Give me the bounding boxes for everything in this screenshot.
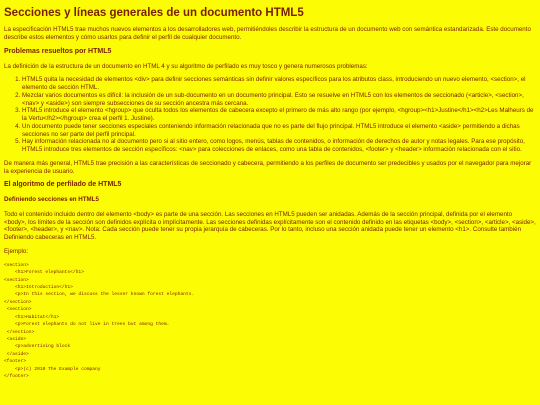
problems-heading: Problemas resueltos por HTML5 — [4, 47, 112, 55]
page-title: Secciones y líneas generales de un documento HTML5 — [4, 7, 304, 19]
problems-conclusion: De manera más general, HTML5 trae precisión a las características de seccionado y cabecera, permitiendo a los perfiles de documento ser predecibles y usados por el navegador para mejorar la experiencia de usuario. — [4, 159, 532, 175]
problems-list — [4, 76, 536, 154]
problem-item: 3. HTML5 introduce el elemento <hgroup> que oculta todos los elementos de cabecera excepto el primero de más alto rango (por ejemplo, <hgroup><h1>Justine</h1><h2>Les Malheurs de la Vertu</h2></hgroup> crea el perfil 1. Justine). — [22, 107, 536, 123]
code-example: <section> <h1>Forest elephants</h1> <section> <h1>Introduction</h1> <p>In this section, we discuss the lesser known forest elephants. </section> <section> <h1>Habitat</h1> <p>Forest elephants do not live in trees but among them. </section> <aside> <p>advertising block </aside> <footer> <p>(c) 2010 The Example company </footer> — [4, 262, 195, 380]
problem-item: 5. Hay información relacionada no al documento pero si al sitio entero, como logos, menús, tablas de contenidos, o información de derechos de autor y notas legales. Para ese propósito, HTML5 introduce tres elementos de sección específicos: <nav> para colecciones de enlaces, como una tabla de contenidos, <footer> y <header> información relacionada con el sitio. — [22, 138, 536, 154]
problem-item: 4. Un documento puede tener secciones especiales conteniendo información relacionada que no es parte del flujo principal. HTML5 introduce el elemento <aside> permitiendo a dichas secciones no ser parte del perfil principal. — [22, 123, 536, 139]
sections-subheading: Definiendo secciones en HTML5 — [4, 196, 99, 204]
problem-item: 1. HTML5 quita la necesidad de elementos <div> para definir secciones semánticas sin definir valores específicos para los atributos class, introduciendo un nuevo elemento, <section>, el elemento de sección HTML. — [22, 76, 536, 92]
example-label: Ejemplo: — [4, 247, 29, 255]
intro-paragraph: La especificación HTML5 trae muchos nuevos elementos a los desarrolladores web, permitiéndoles describir la estructura de un documento web con semántica estandarizada. Este documento describe estos elementos y cómo usarlos para definir el perfil de cualquier documento. — [4, 26, 531, 42]
problem-item: 2. Mezclar varios documentos es difícil: la inclusión de un sub-documento en un documento principal. Esto se resuelve en HTML5 con los elementos de seccionado (<article>, <section>, <nav> y <aside>) son siempre subsecciones de su sección ancestra más cercana. — [22, 92, 536, 108]
problems-lead: La definición de la estructura de un documento en HTML 4 y su algoritmo de perfilado es muy tosco y genera numerosos problemas: — [4, 62, 368, 70]
algorithm-heading: El algoritmo de perfilado de HTML5 — [4, 181, 122, 189]
sections-paragraph: Todo el contenido incluido dentro del elemento <body> es parte de una sección. Las secciones en HTML5 pueden ser anidadas. Además de la sección principal, definida por el elemento <body>, los límites de la sección son definidos explícita o implícitamente. Las secciones definidas explícitamente son el contenido definido en las etiquetas <body>, <section>, <article>, <aside>, <footer>, <header>, y <nav>. Nota: Cada sección puede tener su propia jerarquía de cabeceras. Por lo tanto, incluso una sección anidada puede tener un elemento <h1>. Consulte también Definiendo cabeceras en HTML5. — [4, 210, 536, 242]
